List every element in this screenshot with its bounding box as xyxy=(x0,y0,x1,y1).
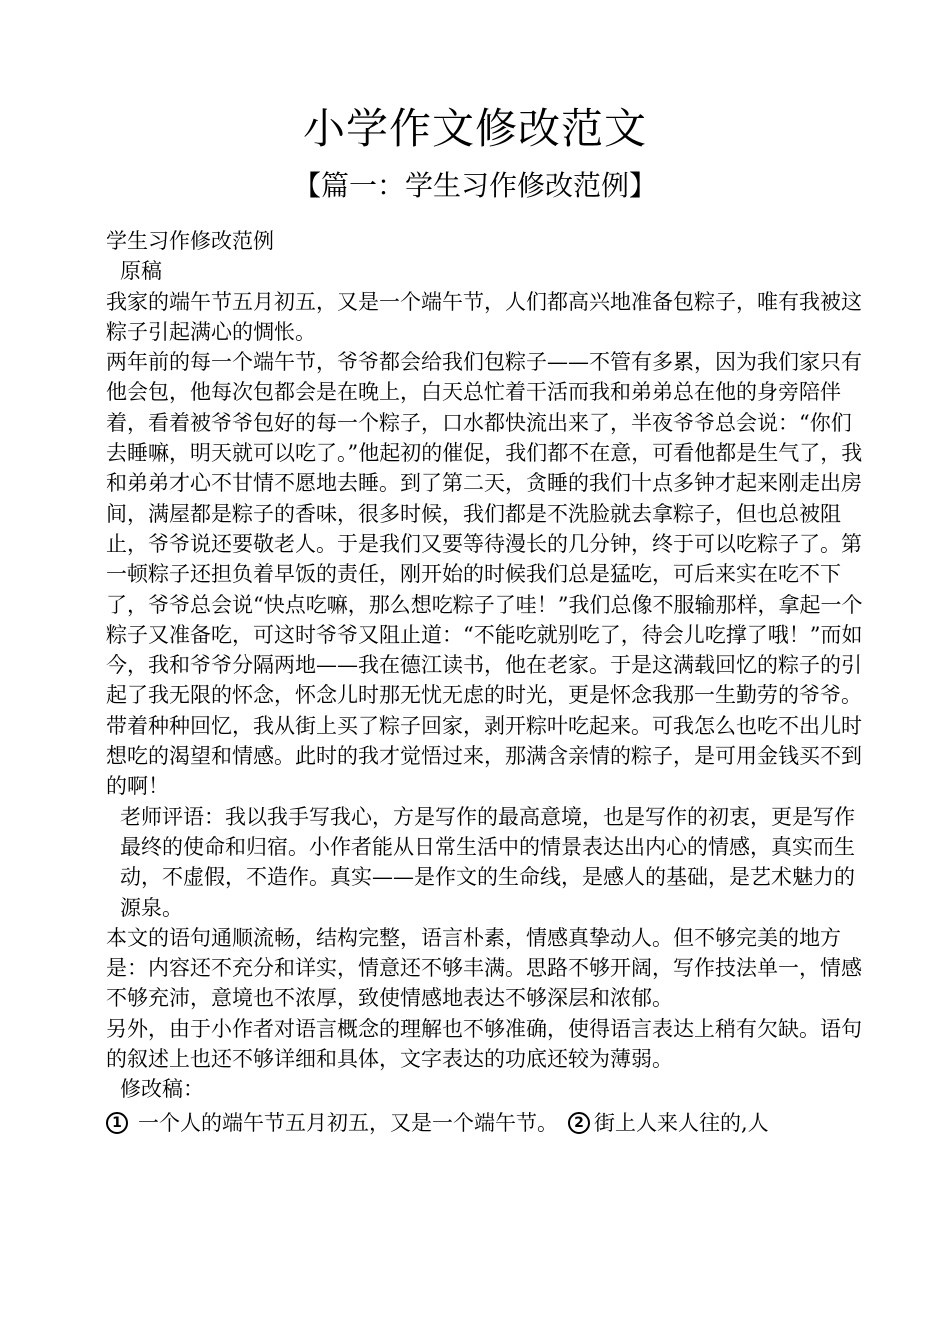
revised-first-line xyxy=(106,1108,866,1138)
page-title: 小学作文修改范文 xyxy=(302,104,647,153)
revised-text-1: 一个人的端午节五月初五，又是一个端午节。 xyxy=(138,1110,558,1135)
teacher-comment: 老师评语：我以我手写我心，方是写作的最高意境，也是写作的初衷，更是写作最终的使命和归宿。小作者能从日常生活中的情景表达出内心的情感，真实而生动，不虚假，不造作。真实——是作文的生命线，是感人的基础，是艺术魅力的源泉。 xyxy=(120,804,855,920)
revised-text-2: 街上人来人往的,人 xyxy=(594,1110,769,1135)
circled-number-2: 2 xyxy=(568,1112,590,1134)
document-body xyxy=(106,226,866,1138)
circled-number-1: 1 xyxy=(106,1112,128,1134)
section-heading: 学生习作修改范例 xyxy=(106,229,274,253)
paragraph-intro: 我家的端午节五月初五，又是一个端午节，人们都高兴地准备包粽子，唯有我被这粽子引起满心的惆怅。 xyxy=(106,289,862,344)
page-subtitle: 【篇一：学生习作修改范例】 xyxy=(292,169,657,202)
comment-paragraph-2: 另外，由于小作者对语言概念的理解也不够准确，使得语言表达上稍有欠缺。语句的叙述上也还不够详细和具体，文字表达的功底还较为薄弱。 xyxy=(106,1016,862,1072)
comment-paragraph-1: 本文的语句通顺流畅，结构完整，语言朴素，情感真挚动人。但不够完美的地方是：内容还不充分和详实，情意还不够丰满。思路不够开阔，写作技法单一，情感不够充沛，意境也不浓厚，致使情感地表达不够深层和浓郁。 xyxy=(106,925,862,1011)
paragraph-story: 两年前的每一个端午节，爷爷都会给我们包粽子——不管有多累，因为我们家只有他会包，他每次包都会是在晚上，白天总忙着干活而我和弟弟总在他的身旁陪伴着，看着被爷爷包好的每一个粽子，口水都快流出来了，半夜爷爷总会说：“你们去睡嘛，明天就可以吃了。”他起初的催促，我们都不在意，可看他都是生气了，我和弟弟才心不甘情不愿地去睡。到了第二天，贪睡的我们十点多钟才起来刚走出房间，满屋都是粽子的香味，很多时候，我们都是不洗脸就去拿粽子，但也总被阻止，爷爷说还要敬老人。于是我们又要等待漫长的几分钟，终于可以吃粽子了。第一顿粽子还担负着早饭的责任，刚开始的时候我们总是猛吃，可后来实在吃不下了，爷爷总会说“快点吃嘛，那么想吃粽子了哇！”我们总像不服输那样，拿起一个粽子又准备吃，可这时爷爷又阻止道：“不能吃就别吃了，待会儿吃撑了哦！”而如今，我和爷爷分隔两地——我在德江读书，他在老家。于是这满载回忆的粽子的引起了我无限的怀念，怀念儿时那无忧无虑的时光，更是怀念我那一生勤劳的爷爷。带着种种回忆，我从街上买了粽子回家，剥开粽叶吃起来。可我怎么也吃不出儿时想吃的渴望和情感。此时的我才觉悟过来，那满含亲情的粽子，是可用金钱买不到的啊！ xyxy=(106,350,863,799)
original-label: 原稿 xyxy=(120,259,162,284)
revised-label: 修改稿： xyxy=(120,1077,204,1102)
